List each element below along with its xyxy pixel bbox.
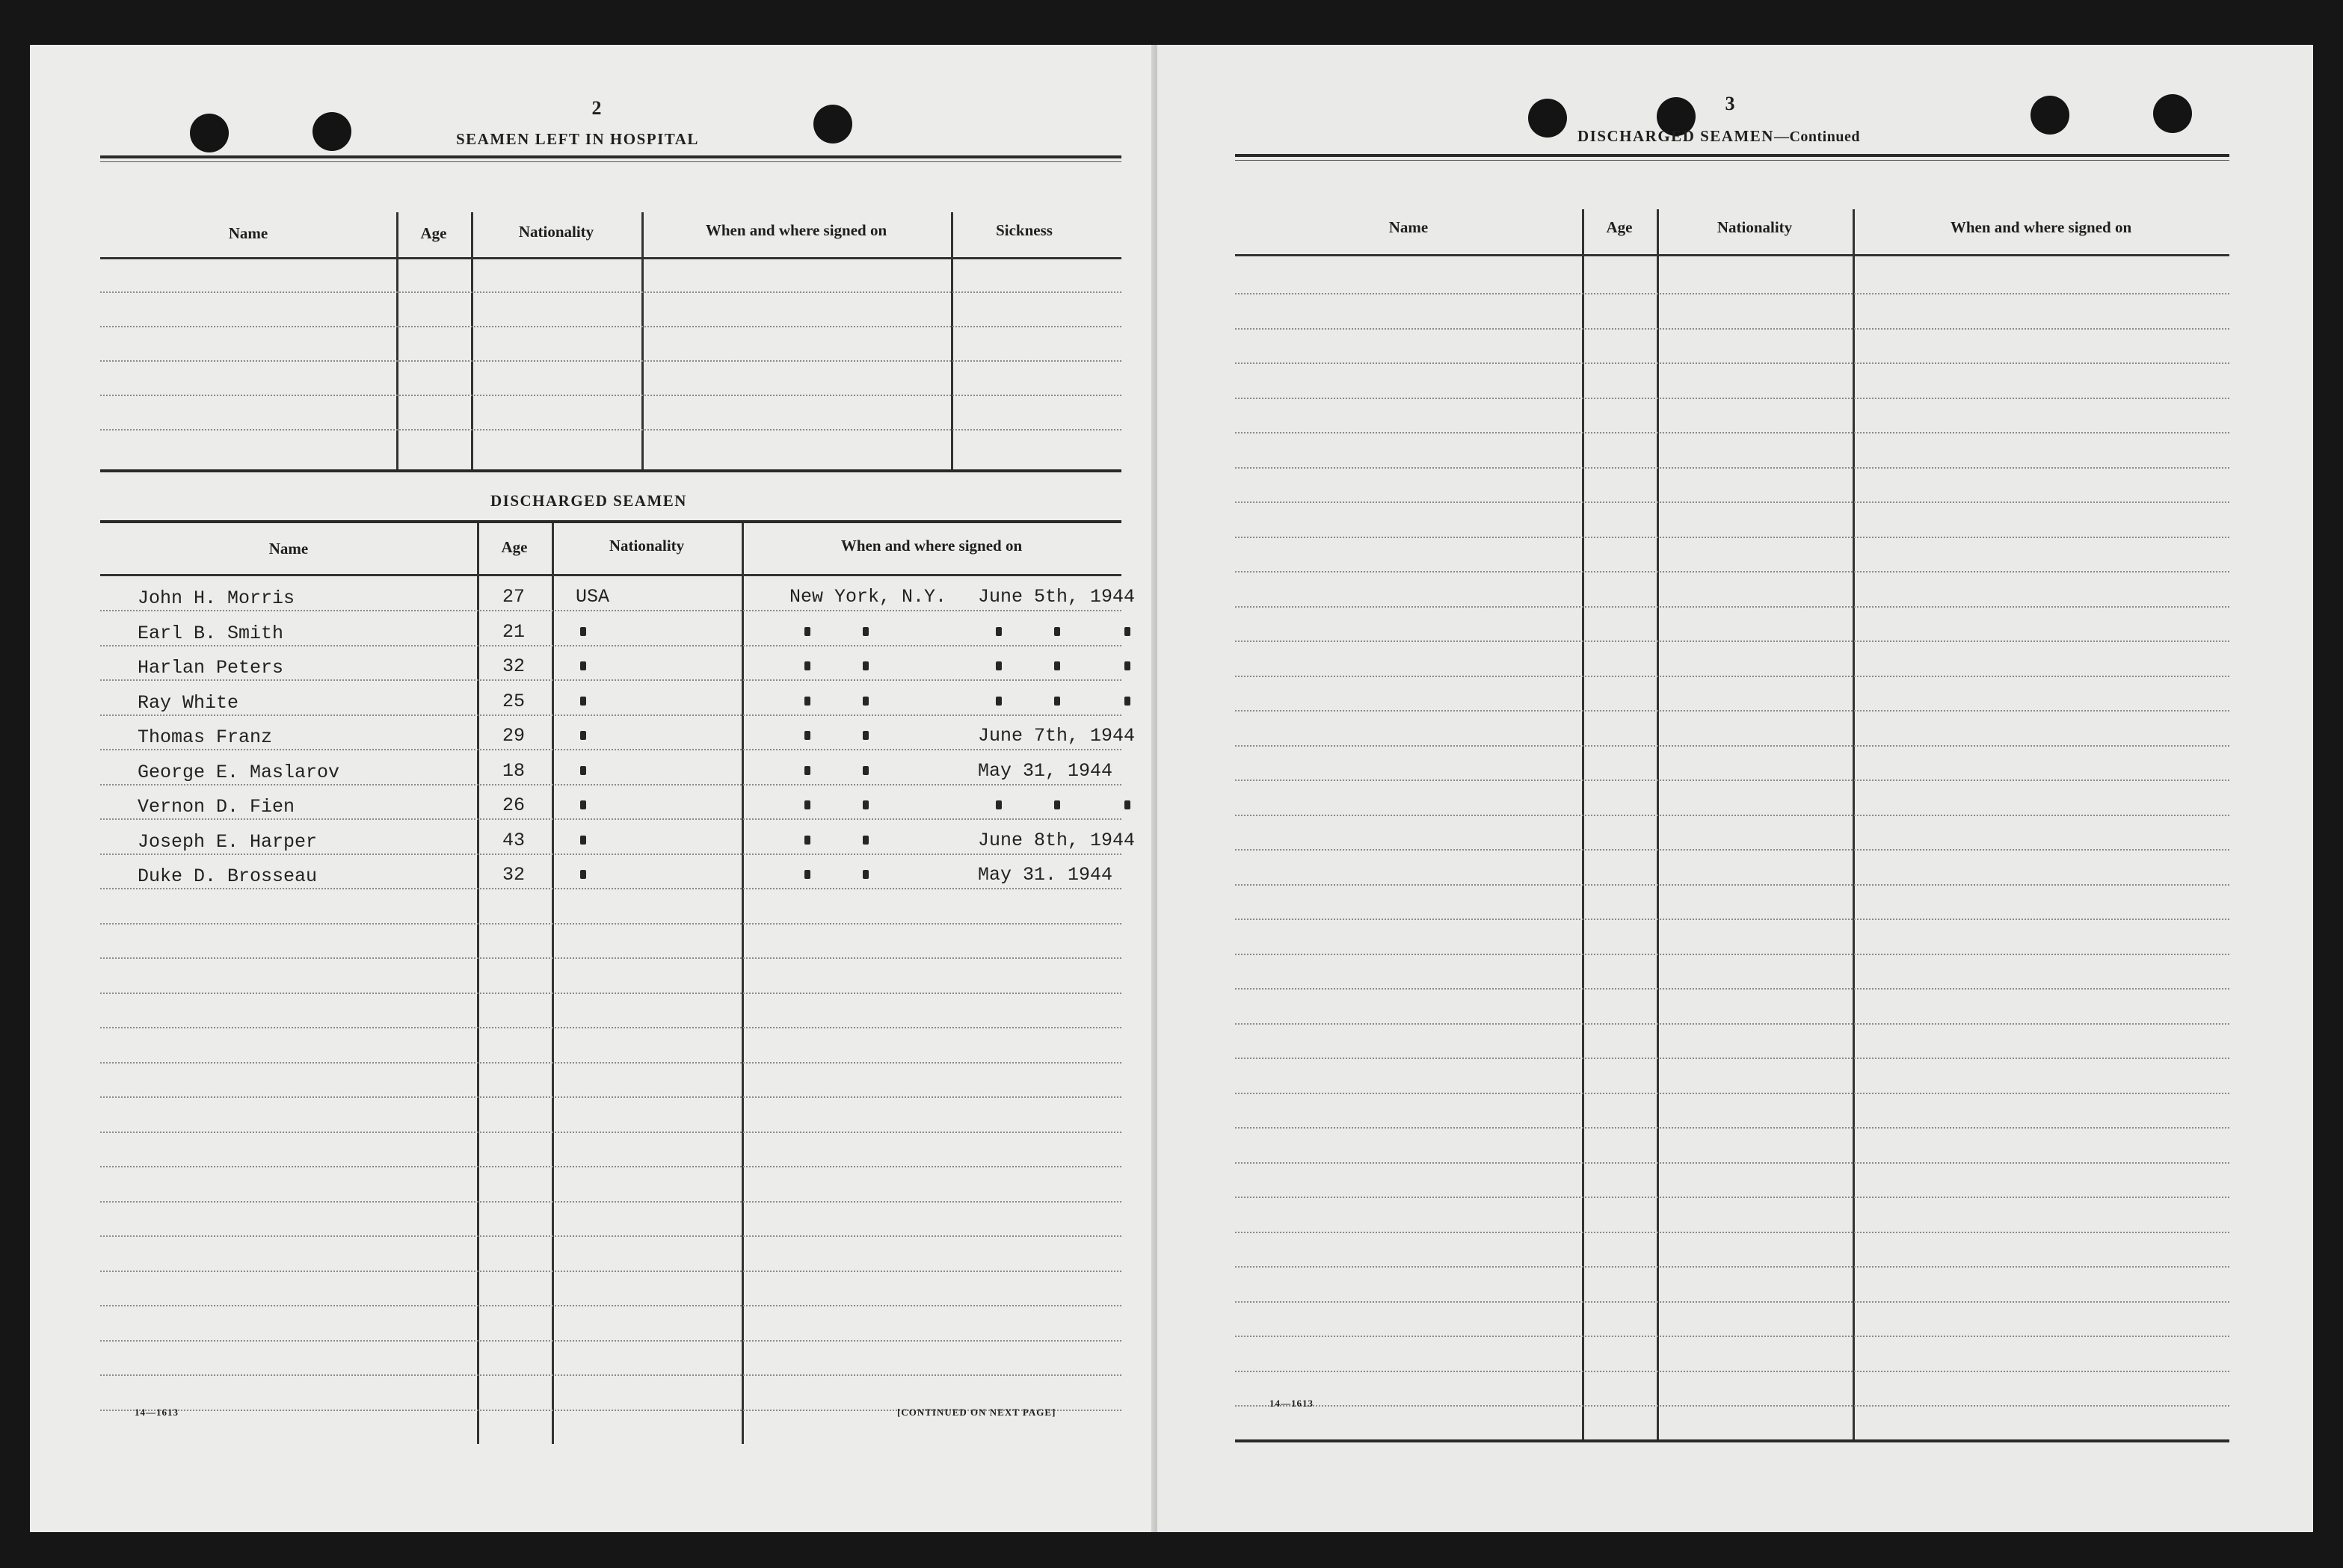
seaman-age: 26 [502, 794, 526, 816]
seaman-name: Harlan Peters [138, 657, 284, 679]
ditto-mark [863, 800, 869, 809]
row-ruling [100, 1027, 1121, 1028]
row-ruling [1235, 1058, 2229, 1059]
row-ruling [1235, 1336, 2229, 1337]
ditto-mark [580, 766, 586, 775]
punch-hole [2031, 96, 2069, 135]
seaman-age: 32 [502, 864, 526, 886]
continued-note: [CONTINUED ON NEXT PAGE] [897, 1407, 1056, 1418]
row-ruling [100, 1271, 1121, 1272]
seaman-age: 27 [502, 586, 526, 608]
column-header-signed-on: When and where signed on [1950, 218, 2132, 236]
row-ruling [100, 888, 1121, 889]
row-ruling [1235, 710, 2229, 712]
row-ruling [1235, 988, 2229, 990]
row-ruling [1235, 815, 2229, 816]
row-ruling [1235, 571, 2229, 572]
row-ruling [1235, 1371, 2229, 1372]
row-ruling [1235, 1023, 2229, 1025]
row-ruling [1235, 919, 2229, 920]
signed-on-date: June 7th, 1944 [978, 725, 1136, 747]
ditto-mark [863, 870, 869, 879]
row-ruling [100, 714, 1121, 716]
seaman-age: 29 [502, 725, 526, 747]
row-ruling [100, 818, 1121, 820]
row-ruling [100, 679, 1121, 681]
row-ruling [1235, 501, 2229, 503]
hospital-section-title: SEAMEN LEFT IN HOSPITAL [456, 130, 699, 148]
column-header-name: Name [268, 540, 309, 558]
row-ruling [1235, 606, 2229, 608]
row-ruling [1235, 884, 2229, 886]
row-ruling [100, 1096, 1121, 1098]
ditto-mark [804, 697, 810, 706]
row-ruling [100, 1132, 1121, 1133]
ditto-mark [804, 800, 810, 809]
ditto-mark [863, 766, 869, 775]
row-ruling [1235, 537, 2229, 538]
ditto-mark [804, 836, 810, 845]
ditto-mark [580, 627, 586, 636]
ditto-mark [580, 836, 586, 845]
discharged-section-title: DISCHARGED SEAMEN [490, 492, 687, 510]
column-header-age: Age [1606, 218, 1633, 236]
punch-hole [312, 112, 351, 151]
seaman-name: John H. Morris [138, 587, 295, 609]
hospital-table [100, 155, 1121, 472]
row-ruling [1235, 676, 2229, 677]
ditto-mark [1124, 800, 1130, 809]
ditto-mark [804, 661, 810, 670]
seaman-age: 25 [502, 690, 526, 712]
row-ruling [1235, 849, 2229, 851]
page-number: 3 [1725, 93, 1735, 114]
row-ruling [1235, 1405, 2229, 1407]
signed-on-date: June 8th, 1944 [978, 829, 1136, 851]
ditto-mark [1124, 697, 1130, 706]
seaman-age: 32 [502, 655, 526, 677]
row-ruling [1235, 467, 2229, 469]
column-header-name: Name [228, 224, 268, 242]
ditto-mark [580, 800, 586, 809]
signed-on-date: May 31, 1944 [978, 759, 1113, 782]
column-header-signed-on: When and where signed on [840, 537, 1023, 555]
right-page [1157, 45, 2313, 1532]
row-ruling [1235, 432, 2229, 433]
seaman-name: George E. Maslarov [138, 761, 340, 783]
ditto-mark [1054, 800, 1060, 809]
ditto-mark [804, 731, 810, 740]
row-ruling [100, 1201, 1121, 1203]
ditto-mark [1054, 627, 1060, 636]
ditto-mark [863, 627, 869, 636]
row-ruling [1235, 1197, 2229, 1198]
row-ruling [100, 854, 1121, 855]
row-ruling [1235, 362, 2229, 364]
row-ruling [1235, 1093, 2229, 1094]
column-header-age: Age [501, 538, 528, 556]
ditto-mark [580, 731, 586, 740]
seaman-name: Ray White [138, 691, 239, 714]
seaman-name: Duke D. Brosseau [138, 865, 318, 887]
ditto-mark [1054, 697, 1060, 706]
discharged-seamen-continued-table [1235, 154, 2229, 1442]
ditto-mark [580, 661, 586, 670]
row-ruling [100, 1305, 1121, 1306]
row-ruling [100, 1166, 1121, 1167]
ditto-mark [1054, 661, 1060, 670]
row-ruling [100, 993, 1121, 994]
seaman-age: 43 [502, 829, 526, 851]
row-ruling [1235, 1127, 2229, 1129]
ditto-mark [996, 697, 1002, 706]
row-ruling [100, 749, 1121, 750]
column-header-name: Name [1388, 218, 1429, 236]
row-ruling [100, 1340, 1121, 1342]
column-header-nationality: Nationality [609, 537, 685, 555]
column-header-nationality: Nationality [1717, 218, 1793, 236]
ditto-mark [804, 870, 810, 879]
seaman-age: 21 [502, 620, 526, 643]
punch-hole [190, 114, 229, 152]
ditto-mark [804, 766, 810, 775]
page-title: DISCHARGED SEAMEN—Continued [1577, 127, 1860, 145]
row-ruling [1235, 1232, 2229, 1233]
row-ruling [100, 957, 1121, 959]
column-header-nationality: Nationality [518, 223, 594, 241]
row-ruling [1235, 1301, 2229, 1303]
punch-hole [1528, 99, 1567, 138]
form-number: 14—1613 [1269, 1398, 1314, 1409]
signed-on-date: June 5th, 1944 [978, 586, 1136, 608]
row-ruling [1235, 780, 2229, 781]
seaman-name: Vernon D. Fien [138, 796, 295, 818]
row-ruling [100, 610, 1121, 611]
ditto-mark [1124, 627, 1130, 636]
column-header-age: Age [420, 224, 447, 242]
punch-hole [813, 105, 852, 143]
signed-on-date: May 31. 1944 [978, 864, 1113, 886]
seaman-name: Earl B. Smith [138, 622, 284, 644]
ditto-mark [996, 800, 1002, 809]
row-ruling [1235, 328, 2229, 330]
signed-on-place: New York, N.Y. [789, 586, 947, 608]
ditto-mark [863, 836, 869, 845]
row-ruling [1235, 641, 2229, 642]
row-ruling [100, 1374, 1121, 1376]
punch-hole [2153, 94, 2192, 133]
row-ruling [100, 1235, 1121, 1237]
row-ruling [1235, 1266, 2229, 1268]
column-header-sickness: Sickness [996, 221, 1053, 239]
ditto-mark [804, 627, 810, 636]
seaman-name: Joseph E. Harper [138, 830, 318, 853]
ditto-mark [863, 731, 869, 740]
form-number: 14—1613 [135, 1407, 179, 1418]
seaman-age: 18 [502, 759, 526, 782]
column-header-signed-on: When and where signed on [705, 221, 887, 239]
row-ruling [1235, 398, 2229, 399]
seaman-name: Thomas Franz [138, 726, 273, 748]
row-ruling [1235, 1162, 2229, 1164]
row-ruling [100, 784, 1121, 785]
row-ruling [1235, 745, 2229, 747]
ditto-mark [863, 661, 869, 670]
row-ruling [100, 645, 1121, 646]
ditto-mark [1124, 661, 1130, 670]
ditto-mark [580, 870, 586, 879]
ditto-mark [580, 697, 586, 706]
row-ruling [100, 1062, 1121, 1064]
ditto-mark [996, 661, 1002, 670]
page-number: 2 [591, 97, 602, 119]
seaman-nationality: USA [576, 586, 610, 608]
row-ruling [1235, 293, 2229, 294]
ditto-mark [863, 697, 869, 706]
discharged-seamen-table [100, 520, 1136, 1444]
ditto-mark [996, 627, 1002, 636]
row-ruling [1235, 954, 2229, 955]
left-page [30, 45, 1162, 1532]
row-ruling [100, 923, 1121, 925]
